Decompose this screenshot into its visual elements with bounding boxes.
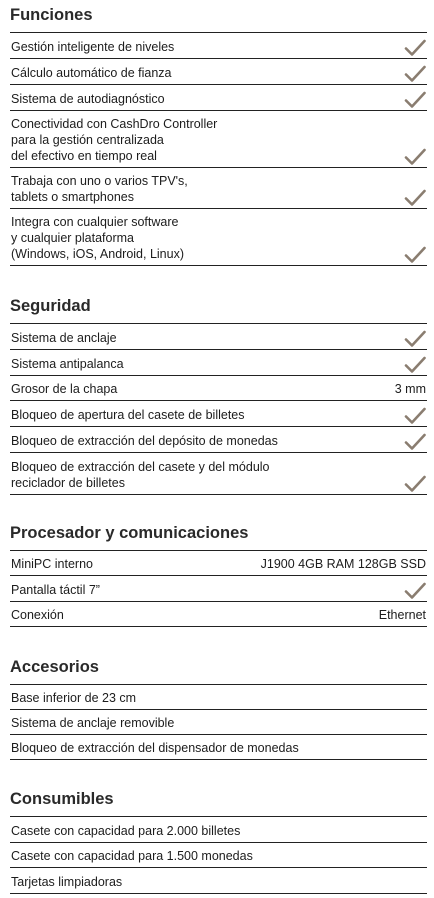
spec-row: [10, 551, 427, 576]
checkmark-icon: [404, 433, 426, 452]
spec-label: Casete con capacidad para 1.500 monedas: [11, 849, 253, 863]
spec-label: Casete con capacidad para 2.000 billetes: [11, 824, 241, 838]
spec-row: [10, 59, 427, 85]
spec-row: [10, 735, 427, 760]
spec-label: Gestión inteligente de niveles: [11, 40, 175, 54]
checkmark-icon: [404, 356, 426, 375]
spec-row: [10, 685, 427, 710]
spec-label: Bloqueo de extracción del depósito de monedas: [11, 434, 278, 448]
checkmark-icon: [404, 91, 426, 110]
spec-label: Grosor de la chapa: [11, 382, 118, 396]
spec-label: Sistema de autodiagnóstico: [11, 92, 165, 106]
spec-row: [10, 168, 427, 209]
spec-row: [10, 817, 427, 843]
spec-row: [10, 209, 427, 266]
section-title: Funciones: [10, 6, 93, 24]
spec-row: [10, 401, 427, 427]
spec-row: [10, 350, 427, 376]
section-funciones: [10, 4, 427, 266]
spec-value: Ethernet: [378, 608, 426, 622]
spec-label: Bloqueo de extracción del casete y del módulo reciclador de billetes: [11, 460, 270, 490]
section-seguridad: [10, 295, 427, 495]
spec-row: [10, 376, 427, 401]
checkmark-icon: [404, 330, 426, 349]
spec-value: 3 mm: [394, 382, 426, 396]
checkmark-icon: [404, 189, 426, 208]
spec-label: Bloqueo de apertura del casete de billetes: [11, 408, 245, 422]
spec-label: Trabaja con uno o varios TPV's, tablets o smartphones: [11, 174, 188, 204]
spec-row: [10, 868, 427, 894]
spec-row: [10, 85, 427, 111]
spec-label: Bloqueo de extracción del dispensador de monedas: [11, 741, 299, 755]
section-title: Consumibles: [10, 790, 114, 808]
spec-row: [10, 111, 427, 168]
checkmark-icon: [404, 407, 426, 426]
section-title: Seguridad: [10, 297, 91, 315]
spec-row: [10, 843, 427, 868]
section-title: Accesorios: [10, 658, 99, 676]
spec-label: Base inferior de 23 cm: [11, 691, 137, 705]
section-procesador-y-comunicaciones: [10, 522, 427, 627]
spec-row: [10, 710, 427, 735]
spec-value: J1900 4GB RAM 128GB SSD: [260, 557, 426, 571]
spec-label: Integra con cualquier software y cualquier plataforma (Windows, iOS, Android, Linux): [11, 215, 184, 261]
spec-label: Sistema de anclaje removible: [11, 716, 175, 730]
section-title: Procesador y comunicaciones: [10, 524, 249, 542]
checkmark-icon: [404, 39, 426, 58]
section-accesorios: [10, 656, 427, 760]
spec-label: Sistema de anclaje: [11, 331, 117, 345]
spec-label: Tarjetas limpiadoras: [11, 875, 123, 889]
checkmark-icon: [404, 582, 426, 601]
spec-row: [10, 453, 427, 495]
spec-label: Cálculo automático de fianza: [11, 66, 172, 80]
checkmark-icon: [404, 148, 426, 167]
spec-row: [10, 324, 427, 350]
spec-row: [10, 33, 427, 59]
spec-row: [10, 427, 427, 453]
spec-label: Conexión: [11, 608, 64, 622]
spec-label: Conectividad con CashDro Controller para la gestión centralizada del efectivo en tiempo real: [11, 117, 218, 163]
spec-label: MiniPC interno: [11, 557, 93, 571]
section-consumibles: [10, 788, 427, 894]
checkmark-icon: [404, 65, 426, 84]
checkmark-icon: [404, 246, 426, 265]
spec-label: Sistema antipalanca: [11, 357, 124, 371]
spec-row: [10, 602, 427, 627]
checkmark-icon: [404, 475, 426, 494]
spec-row: [10, 576, 427, 602]
spec-label: Pantalla táctil 7”: [11, 583, 100, 597]
